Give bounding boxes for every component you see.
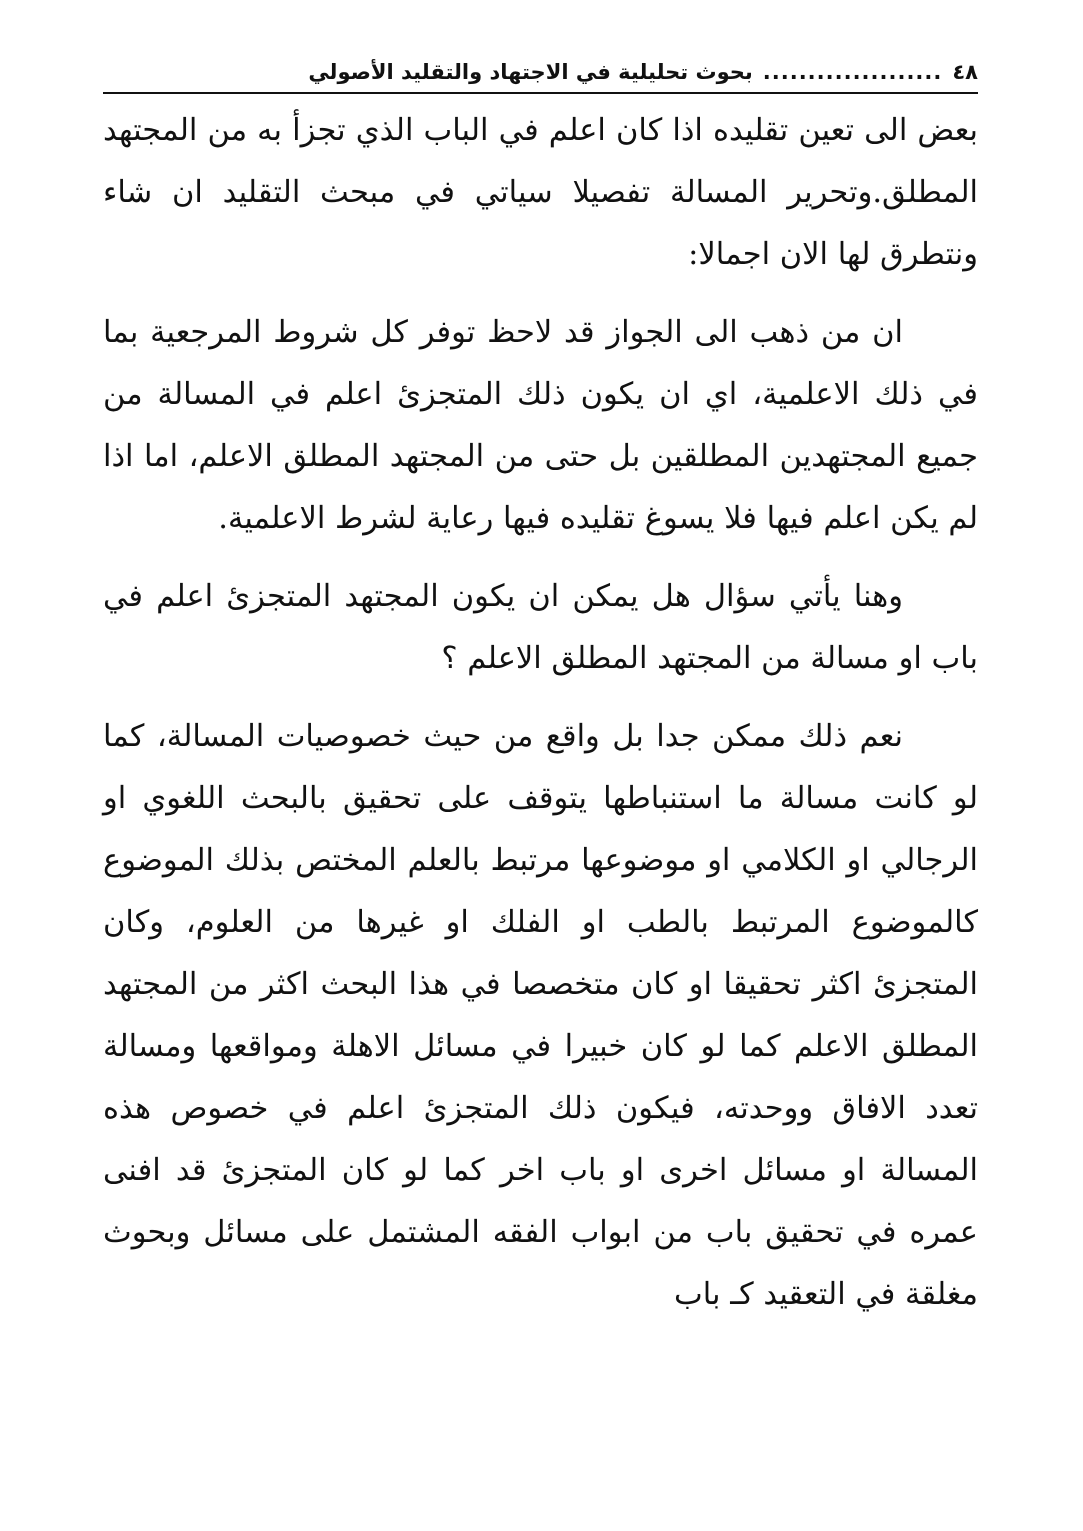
book-page xyxy=(103,52,978,1492)
paragraph-2: ان من ذهب الى الجواز قد لاحظ توفر كل شروط المرجعية بما في ذلك الاعلمية، اي ان يكون ذلك المتجزئ اعلم في المسالة من جميع المجتهدين المطلقين بل حتى من المجتهد المطلق الاعلم، اما اذا لم يكن اعلم فيها فلا يسوغ تقليده فيها رعاية لشرط الاعلمية. xyxy=(103,315,978,536)
page-body xyxy=(103,100,978,1326)
paragraph-4: نعم ذلك ممكن جدا بل واقع من حيث خصوصيات المسالة، كما لو كانت مسالة ما استنباطها يتوقف على تحقيق بالبحث اللغوي او الرجالي او الكلامي او موضوعها مرتبط بالعلم المختص بذلك الموضوع كالموضوع المرتبط بالطب او الفلك او غيرها من العلوم، وكان المتجزئ اكثر تحقيقا او كان متخصصا في هذا البحث اكثر من المجتهد المطلق الاعلم كما لو كان خبيرا في مسائل الاهلة ومواقعها ومسالة تعدد الافاق ووحدته، فيكون ذلك المتجزئ اعلم في خصوص هذه المسالة او مسائل اخرى او باب اخر كما لو كان المتجزئ قد افنى عمره في تحقيق باب من ابواب الفقه المشتمل على مسائل وبحوث مغلقة في التعقيد كـ باب xyxy=(103,719,978,1312)
running-title: بحوث تحليلية في الاجتهاد والتقليد الأصولي xyxy=(308,60,753,84)
paragraph-1: بعض الى تعين تقليده اذا كان اعلم في الباب الذي تجزأ به من المجتهد المطلق.وتحرير المسالة تفصيلا سياتي في مبحث التقليد ان شاء ونتطرق لها الان اجمالا: xyxy=(103,113,978,272)
page-number: ٤٨ xyxy=(952,60,978,84)
page-header xyxy=(103,52,978,94)
paragraph-3: وهنا يأتي سؤال هل يمكن ان يكون المجتهد المتجزئ اعلم في باب او مسالة من المجتهد المطلق الاعلم ؟ xyxy=(103,579,978,676)
header-leader-dots: .................... xyxy=(762,60,943,84)
